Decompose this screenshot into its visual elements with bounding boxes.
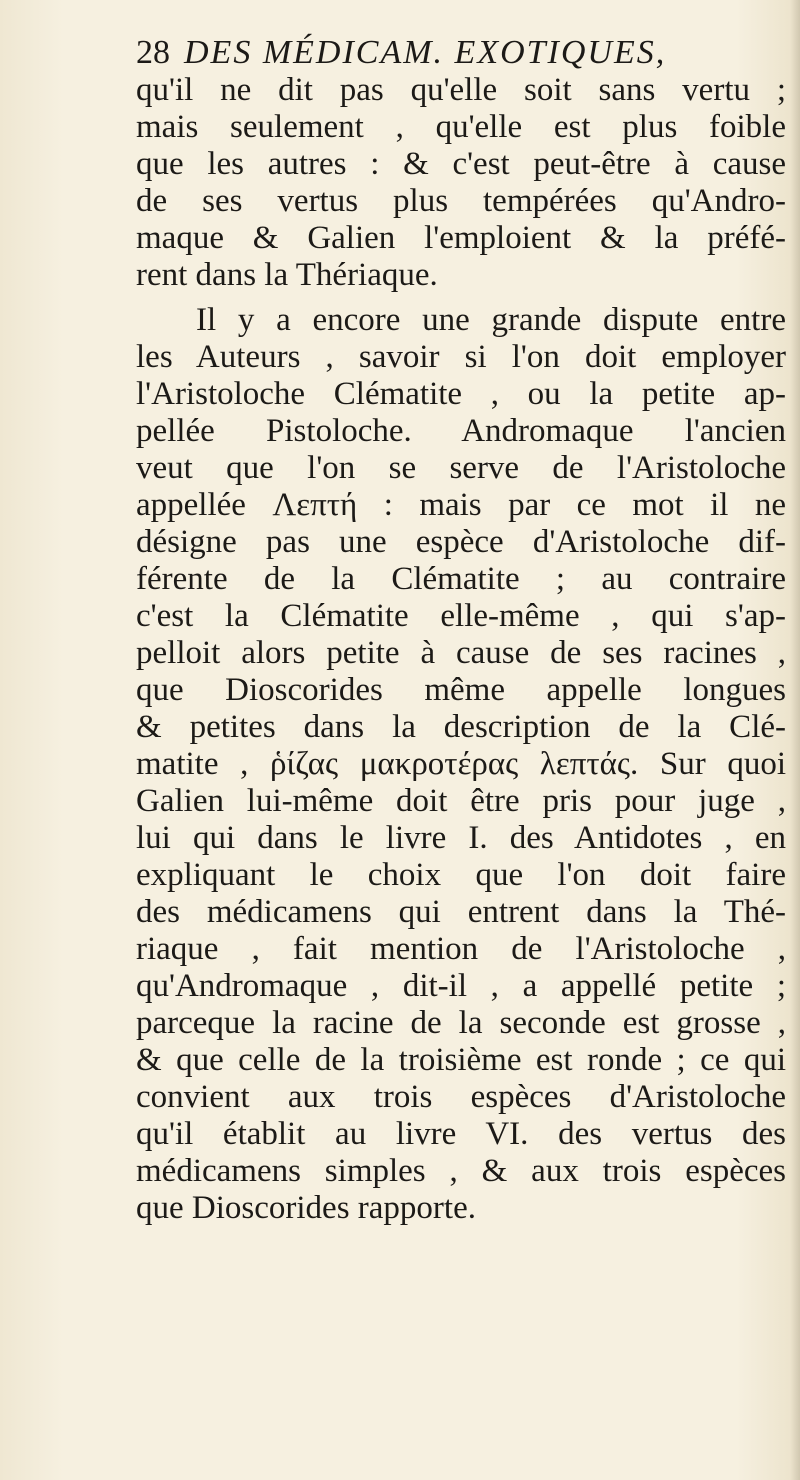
text-line: Galien lui-même doit être pris pour juge , [136, 783, 786, 819]
text-line: parceque la racine de la seconde est grosse , [136, 1005, 786, 1041]
text-line: l'Aristoloche Clématite , ou la petite ap- [136, 376, 786, 412]
text-line: riaque , fait mention de l'Aristoloche , [136, 931, 786, 967]
text-line: que Dioscorides rapporte. [136, 1190, 476, 1226]
text-line: lui qui dans le livre I. des Antidotes , en [136, 820, 786, 856]
body-text [136, 72, 786, 1227]
text-line: médicamens simples , & aux trois espèces [136, 1153, 786, 1189]
text-line: maque & Galien l'emploient & la préfé- [136, 220, 786, 256]
running-title: DES MÉDICAM. EXOTIQUES, [184, 34, 667, 71]
text-line: & que celle de la troisième est ronde ; ce qui [136, 1042, 786, 1078]
text-line: que les autres : & c'est peut-être à cause [136, 146, 786, 182]
page-edge-shadow [790, 0, 800, 1480]
text-line: appellée Λεπτή : mais par ce mot il ne [136, 487, 786, 523]
text-line: pelloit alors petite à cause de ses racines , [136, 635, 786, 671]
text-line: c'est la Clématite elle-même , qui s'ap- [136, 598, 786, 634]
text-line: rent dans la Thériaque. [136, 257, 438, 293]
text-line: veut que l'on se serve de l'Aristoloche [136, 450, 786, 486]
text-line: qu'il établit au livre VI. des vertus des [136, 1116, 786, 1152]
text-line: qu'il ne dit pas qu'elle soit sans vertu ; [136, 72, 786, 108]
text-line: expliquant le choix que l'on doit faire [136, 857, 786, 893]
text-line: de ses vertus plus tempérées qu'Andro- [136, 183, 786, 219]
text-line: que Dioscorides même appelle longues [136, 672, 786, 708]
text-line: férente de la Clématite ; au contraire [136, 561, 786, 597]
text-line: désigne pas une espèce d'Aristoloche dif- [136, 524, 786, 560]
text-line: pellée Pistoloche. Andromaque l'ancien [136, 413, 786, 449]
text-line: convient aux trois espèces d'Aristoloche [136, 1079, 786, 1115]
text-line: & petites dans la description de la Clé- [136, 709, 786, 745]
page-number: 28 [136, 34, 170, 71]
text-line: les Auteurs , savoir si l'on doit employer [136, 339, 786, 375]
text-line: Il y a encore une grande dispute entre [196, 302, 786, 338]
running-header [136, 30, 776, 76]
text-line: matite , ῥίζας μακροτέρας λεπτάς. Sur quoi [136, 746, 786, 782]
text-line: qu'Andromaque , dit-il , a appellé petite ; [136, 968, 786, 1004]
text-line: des médicamens qui entrent dans la Thé- [136, 894, 786, 930]
text-line: mais seulement , qu'elle est plus foible [136, 109, 786, 145]
